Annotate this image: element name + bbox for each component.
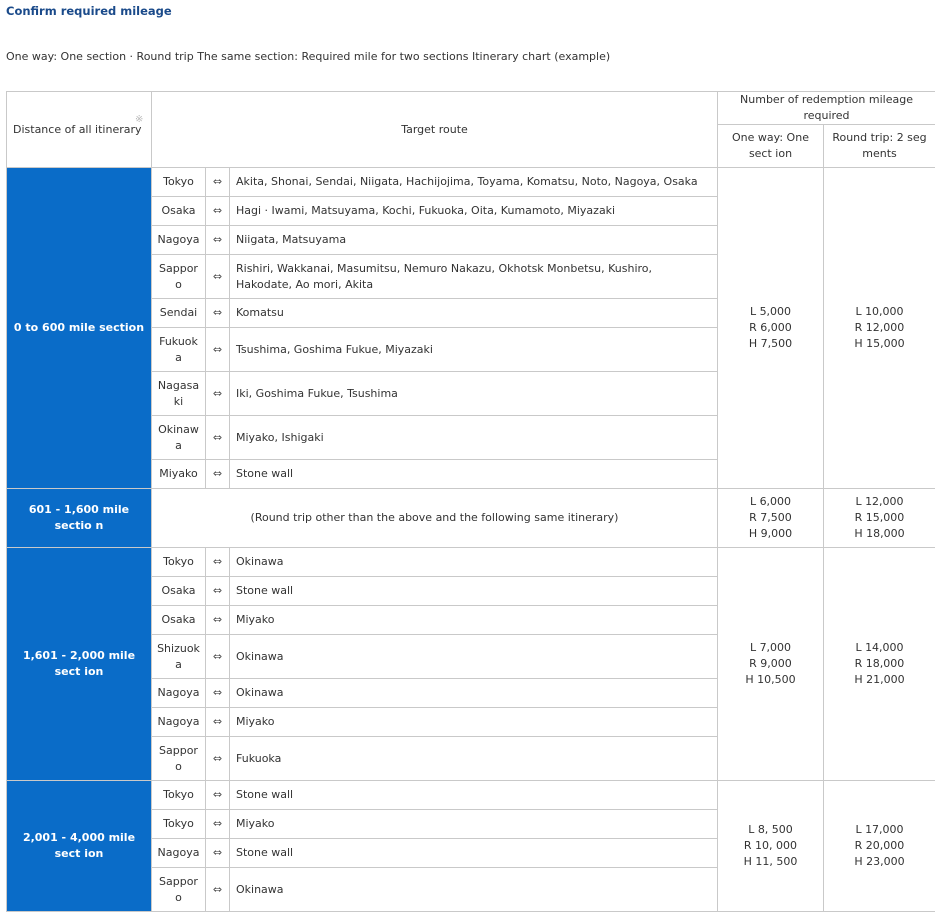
band-label: 2,001 - 4,000 mile sect ion — [7, 781, 152, 912]
route-origin: Nagasa ki — [152, 372, 206, 416]
round-trip-arrow-icon: ⇔ — [206, 708, 230, 737]
band-label: 1,601 - 2,000 mile sect ion — [7, 548, 152, 781]
route-destinations: Iki, Goshima Fukue, Tsushima — [230, 372, 718, 416]
route-origin: Miyako — [152, 460, 206, 489]
route-destinations: Rishiri, Wakkanai, Masumitsu, Nemuro Nakazu, Okhotsk Monbetsu, Kushiro, Hakodate, Ao mori, Akita — [230, 255, 718, 299]
table-row — [7, 168, 935, 197]
round-trip-mileage — [824, 168, 935, 489]
round-trip-arrow-icon: ⇔ — [206, 839, 230, 868]
mileage-regular: R 9,000 — [749, 657, 792, 670]
route-destinations: Hagi · Iwami, Matsuyama, Kochi, Fukuoka, Oita, Kumamoto, Miyazaki — [230, 197, 718, 226]
route-destinations: Niigata, Matsuyama — [230, 226, 718, 255]
mileage-high: H 11, 500 — [743, 855, 798, 868]
route-origin: Sappor o — [152, 868, 206, 912]
route-destinations: Miyako — [230, 606, 718, 635]
mileage-regular: R 6,000 — [749, 321, 792, 334]
header-distance-label: Distance of all itinerary — [13, 122, 142, 136]
route-destinations: Miyako — [230, 708, 718, 737]
route-destinations: Okinawa — [230, 679, 718, 708]
round-trip-arrow-icon: ⇔ — [206, 372, 230, 416]
note-mark: ※ — [135, 114, 144, 125]
route-origin: Osaka — [152, 606, 206, 635]
route-destinations: Okinawa — [230, 635, 718, 679]
route-origin: Okinaw a — [152, 416, 206, 460]
round-trip-arrow-icon: ⇔ — [206, 197, 230, 226]
mileage-low: L 8, 500 — [748, 823, 793, 836]
one-way-mileage — [718, 781, 824, 912]
route-origin: Osaka — [152, 577, 206, 606]
page-title: Confirm required mileage — [6, 4, 172, 18]
mileage-low: L 10,000 — [855, 305, 904, 318]
route-origin: Tokyo — [152, 168, 206, 197]
route-origin: Sappor o — [152, 737, 206, 781]
header-one-way: One way: One sect ion — [718, 125, 824, 168]
route-destinations: Miyako — [230, 810, 718, 839]
mileage-low: L 5,000 — [749, 305, 792, 318]
header-round-trip: Round trip: 2 seg ments — [824, 125, 935, 168]
route-destinations: Akita, Shonai, Sendai, Niigata, Hachijojima, Toyama, Komatsu, Noto, Nagoya, Osaka — [230, 168, 718, 197]
mileage-high: H 23,000 — [854, 855, 905, 868]
round-trip-arrow-icon: ⇔ — [206, 328, 230, 372]
route-destinations: Fukuoka — [230, 737, 718, 781]
route-origin: Tokyo — [152, 548, 206, 577]
round-trip-mileage — [824, 781, 935, 912]
band-label: 601 - 1,600 mile sectio n — [7, 489, 152, 548]
route-origin: Shizuok a — [152, 635, 206, 679]
route-origin: Sendai — [152, 299, 206, 328]
mileage-high: H 10,500 — [745, 673, 796, 686]
route-origin: Osaka — [152, 197, 206, 226]
route-origin: Tokyo — [152, 781, 206, 810]
band-label: 0 to 600 mile section — [7, 168, 152, 489]
mileage-regular: R 15,000 — [854, 511, 905, 524]
mileage-regular: R 10, 000 — [743, 839, 798, 852]
mileage-low: L 17,000 — [855, 823, 904, 836]
round-trip-arrow-icon: ⇔ — [206, 679, 230, 708]
route-destinations: Stone wall — [230, 460, 718, 489]
route-destinations: Stone wall — [230, 577, 718, 606]
mileage-high: H 18,000 — [854, 527, 905, 540]
route-origin: Fukuok a — [152, 328, 206, 372]
mileage-low: L 7,000 — [749, 641, 792, 654]
header-distance — [7, 92, 152, 168]
round-trip-arrow-icon: ⇔ — [206, 781, 230, 810]
header-target-route: Target route — [152, 92, 718, 168]
round-trip-arrow-icon: ⇔ — [206, 416, 230, 460]
route-origin: Nagoya — [152, 708, 206, 737]
route-origin: Nagoya — [152, 226, 206, 255]
round-trip-arrow-icon: ⇔ — [206, 548, 230, 577]
route-destinations: Stone wall — [230, 839, 718, 868]
table-row — [7, 489, 935, 548]
one-way-mileage — [718, 548, 824, 781]
round-trip-arrow-icon: ⇔ — [206, 168, 230, 197]
round-trip-arrow-icon: ⇔ — [206, 737, 230, 781]
mileage-high: H 9,000 — [748, 527, 793, 540]
mileage-low: L 14,000 — [855, 641, 904, 654]
one-way-mileage — [718, 168, 824, 489]
route-origin: Nagoya — [152, 839, 206, 868]
table-row — [7, 781, 935, 810]
round-trip-arrow-icon: ⇔ — [206, 577, 230, 606]
mileage-high: H 15,000 — [854, 337, 905, 350]
round-trip-arrow-icon: ⇔ — [206, 226, 230, 255]
page-subtitle: One way: One section · Round trip The same section: Required mile for two sections Itinerary chart (example) — [6, 50, 611, 63]
route-origin: Tokyo — [152, 810, 206, 839]
mileage-table — [6, 91, 935, 912]
mileage-regular: R 18,000 — [854, 657, 905, 670]
route-destinations: Miyako, Ishigaki — [230, 416, 718, 460]
round-trip-arrow-icon: ⇔ — [206, 460, 230, 489]
route-destinations: Komatsu — [230, 299, 718, 328]
header-required-mileage: Number of redemption mileage required — [718, 92, 935, 125]
mileage-regular: R 20,000 — [854, 839, 905, 852]
round-trip-arrow-icon: ⇔ — [206, 635, 230, 679]
mileage-regular: R 12,000 — [854, 321, 905, 334]
route-destinations: Tsushima, Goshima Fukue, Miyazaki — [230, 328, 718, 372]
route-destinations: Okinawa — [230, 868, 718, 912]
round-trip-mileage — [824, 489, 935, 548]
route-origin: Sappor o — [152, 255, 206, 299]
round-trip-arrow-icon: ⇔ — [206, 299, 230, 328]
one-way-mileage — [718, 489, 824, 548]
mileage-high: H 7,500 — [748, 337, 793, 350]
table-row — [7, 548, 935, 577]
round-trip-arrow-icon: ⇔ — [206, 255, 230, 299]
route-origin: Nagoya — [152, 679, 206, 708]
mileage-regular: R 7,500 — [749, 511, 792, 524]
mileage-high: H 21,000 — [854, 673, 905, 686]
route-destinations: Okinawa — [230, 548, 718, 577]
round-trip-mileage — [824, 548, 935, 781]
route-destinations: Stone wall — [230, 781, 718, 810]
round-trip-arrow-icon: ⇔ — [206, 810, 230, 839]
round-trip-arrow-icon: ⇔ — [206, 606, 230, 635]
mileage-low: L 6,000 — [749, 495, 792, 508]
mileage-low: L 12,000 — [855, 495, 904, 508]
other-routes-note: (Round trip other than the above and the following same itinerary) — [152, 489, 718, 548]
round-trip-arrow-icon: ⇔ — [206, 868, 230, 912]
